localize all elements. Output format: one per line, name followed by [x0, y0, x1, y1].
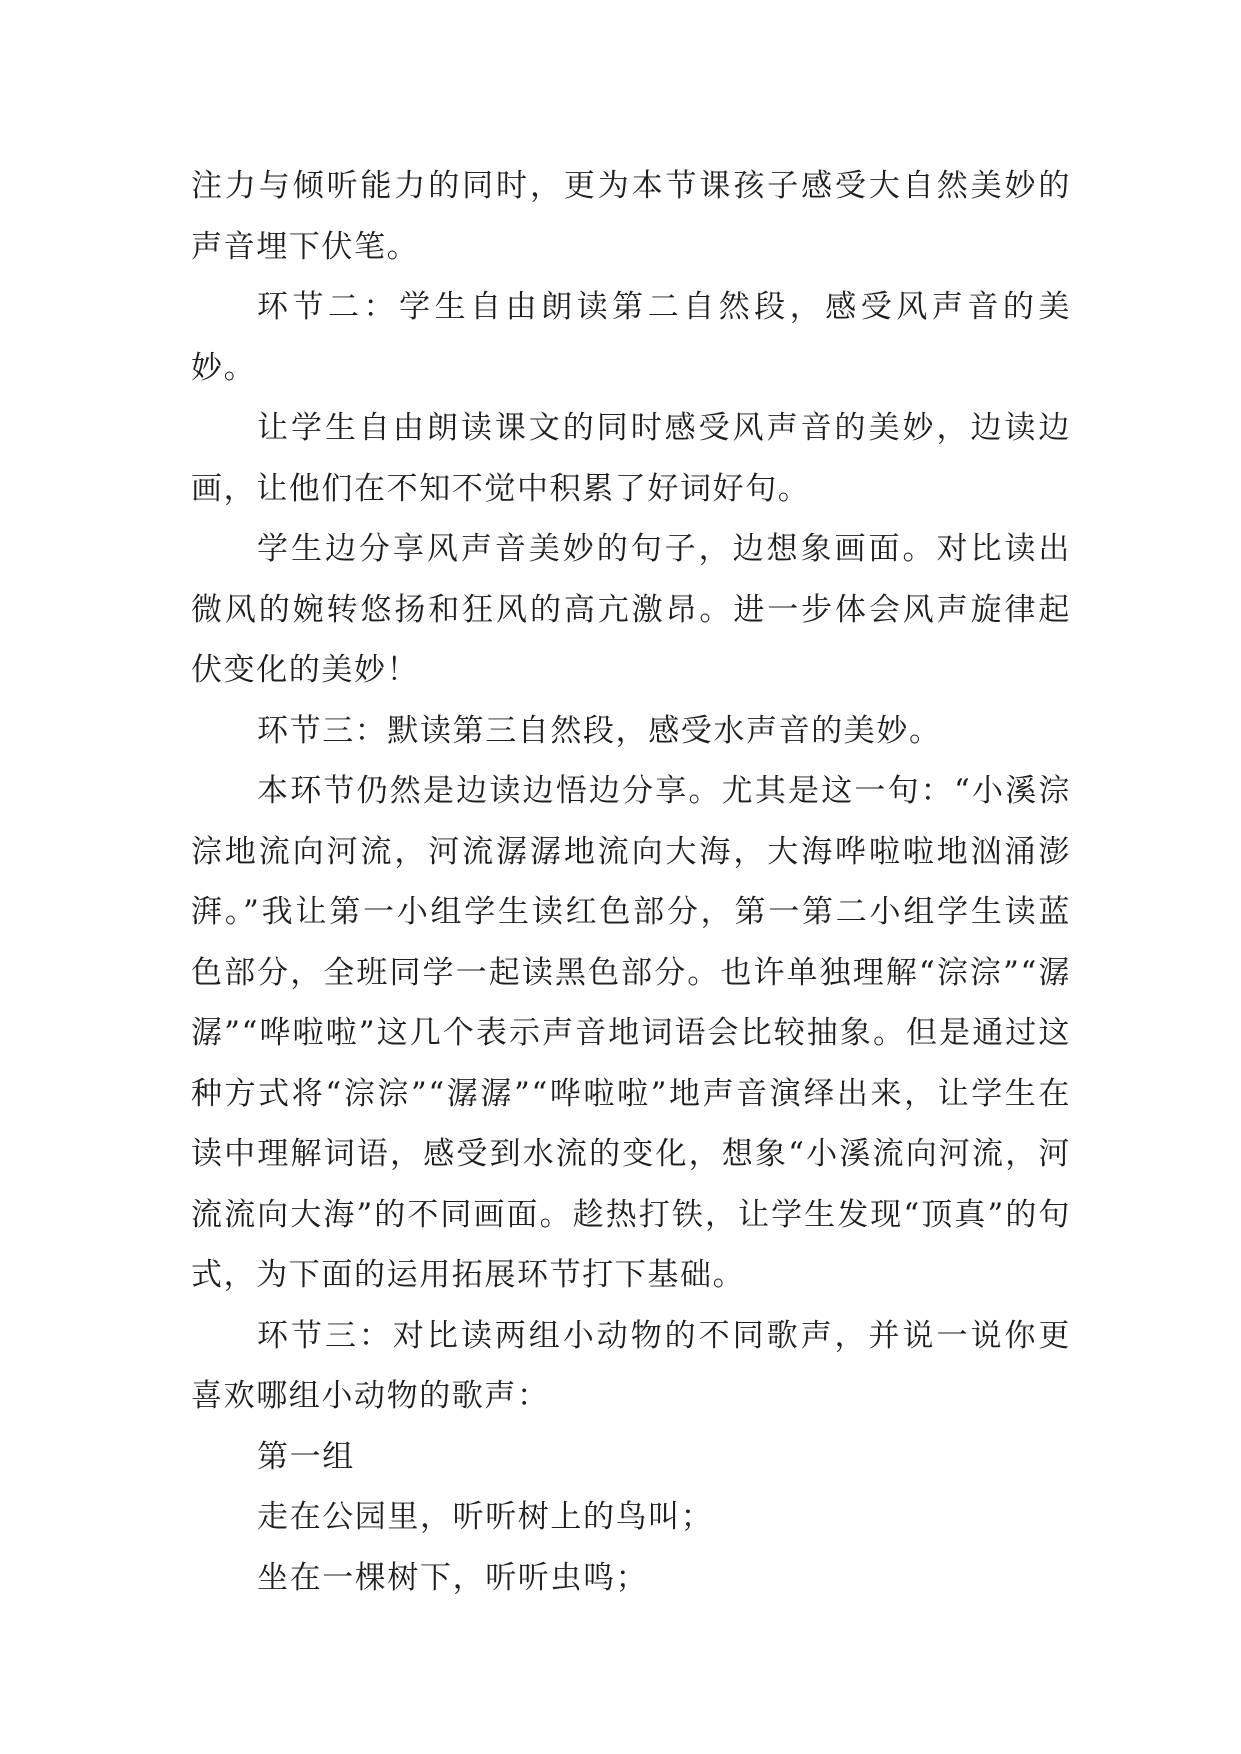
- poem-line: 坐在一棵树下，听听虫鸣；: [257, 1559, 649, 1596]
- paragraph-section-two-heading: 环节二：学生自由朗读第二自然段，感受风声音的美妙。: [191, 289, 1071, 386]
- poem-line: 走在公园里，听听树上的鸟叫；: [257, 1499, 714, 1535]
- group-label: 第一组: [257, 1438, 355, 1475]
- paragraph-section-three-heading-second: 环节三：对比读两组小动物的不同歌声，并说一说你更喜欢哪组小动物的歌声：: [191, 1317, 1071, 1414]
- paragraph: 本环节仍然是边读边悟边分享。尤其是这一句：“小溪淙淙地流向河流，河流潺潺地流向大海，大海哗啦啦地汹涌澎湃。”我让第一小组学生读红色部分，第一第二小组学生读蓝色部分，全班同学一起读黑色部分。也许单独理解“淙淙”“潺潺”“哗啦啦”这几个表示声音地词语会比较抽象。但是通过这种方式将“淙淙”“潺潺”“哗啦啦”地声音演绎出来，让学生在读中理解词语，感受到水流的变化，想象“小溪流向河流，河流流向大海”的不同画面。趁热打铁，让学生发现“顶真”的句式，为下面的运用拓展环节打下基础。: [191, 773, 1071, 1293]
- paragraph: 学生边分享风声音美妙的句子，边想象画面。对比读出微风的婉转悠扬和狂风的高亢激昂。进一步体会风声旋律起伏变化的美妙！: [191, 531, 1071, 688]
- document-body: [191, 156, 1071, 1608]
- paragraph-continuation: 注力与倾听能力的同时，更为本节课孩子感受大自然美妙的声音埋下伏笔。: [191, 168, 1071, 265]
- paragraph-section-three-heading: 环节三：默读第三自然段，感受水声音的美妙。: [257, 712, 942, 749]
- paragraph: 让学生自由朗读课文的同时感受风声音的美妙，边读边画，让他们在不知不觉中积累了好词好句。: [191, 410, 1071, 507]
